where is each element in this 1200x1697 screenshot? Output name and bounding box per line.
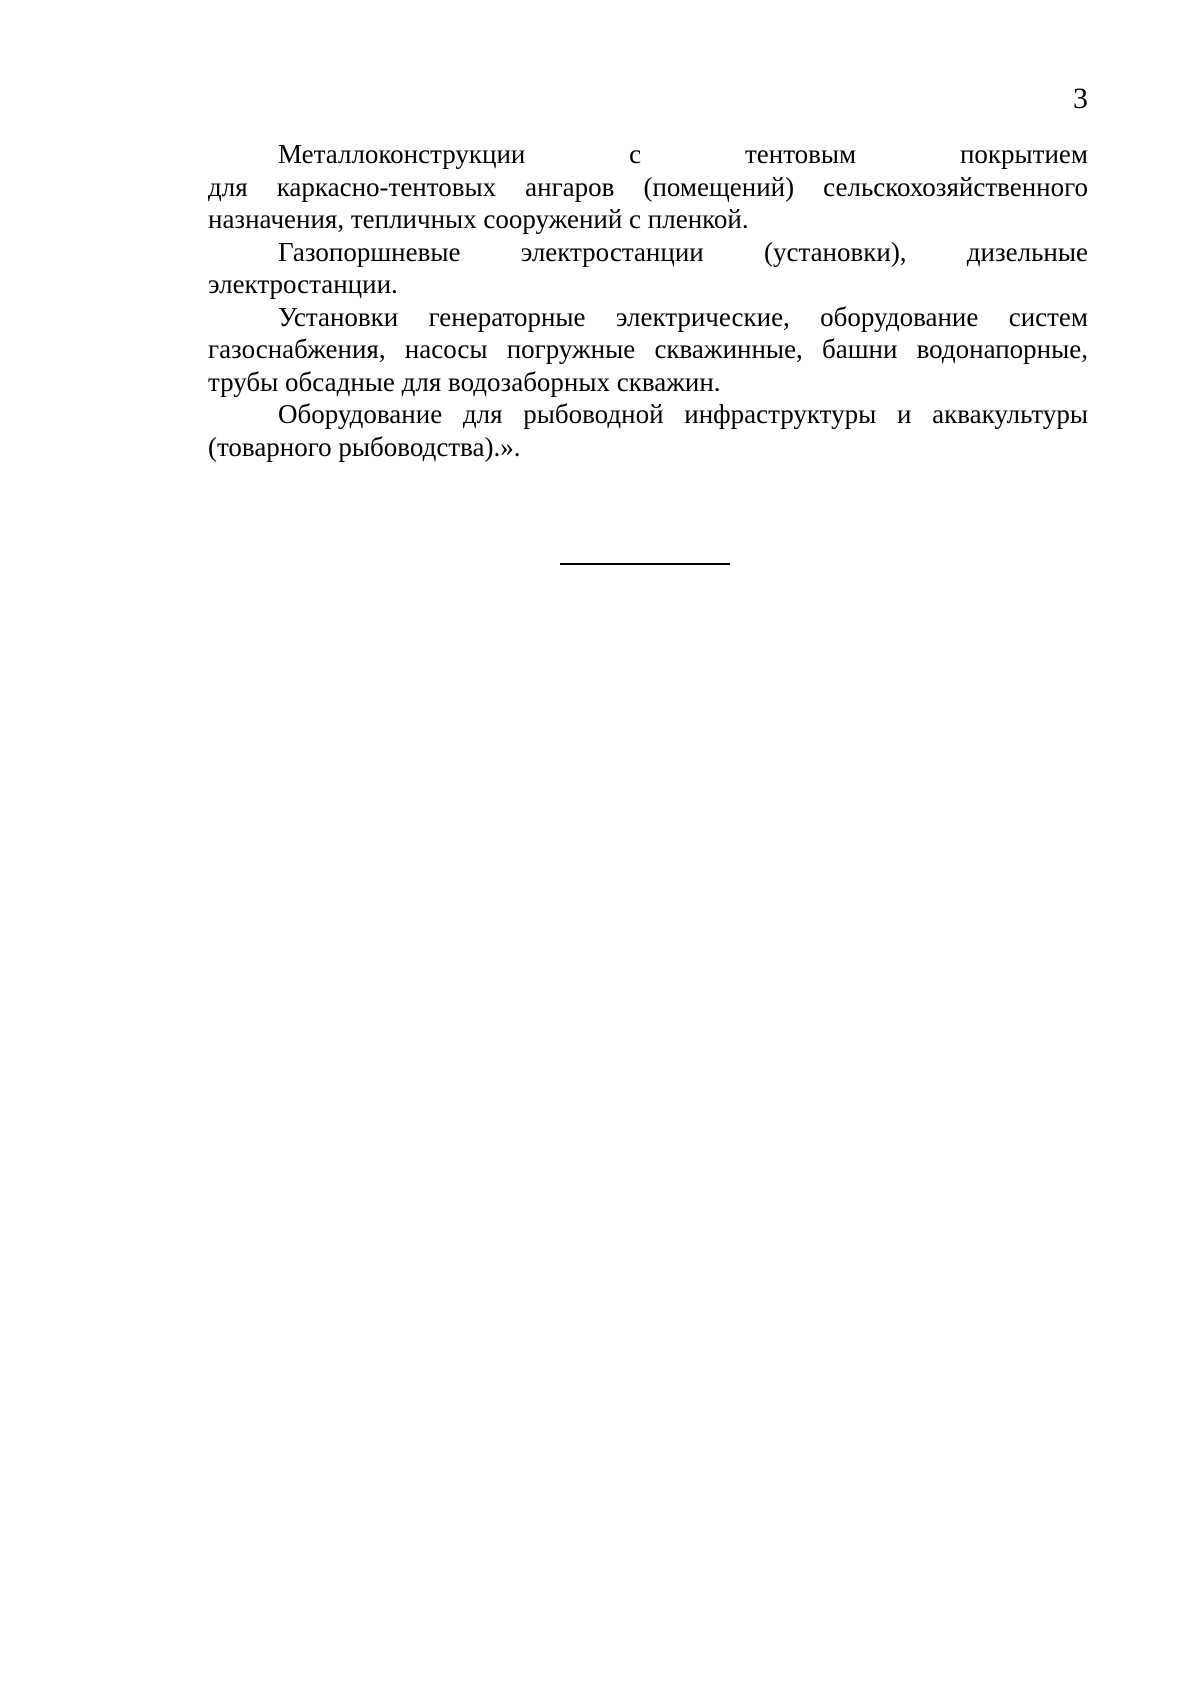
paragraph-line: Газопоршневые электростанции (установки), дизельные (278, 236, 1088, 267)
paragraph-metal-structures (208, 138, 1088, 236)
paragraph-line: трубы обсадные для водозаборных скважин. (208, 366, 721, 397)
end-divider-line (560, 563, 730, 565)
paragraph-fish-farming (208, 398, 1088, 463)
paragraph-line: газоснабжения, насосы погружные скважинные, башни водонапорные, (208, 334, 1088, 364)
page-number: 3 (1073, 82, 1088, 115)
paragraph-line: электростанции. (208, 269, 398, 299)
document-body (208, 138, 1088, 463)
paragraph-generator-units (208, 301, 1088, 399)
paragraph-line: Металлоконструкции с тентовым покрытием (278, 139, 1088, 169)
paragraph-line: назначения, тепличных сооружений с пленкой. (208, 204, 749, 234)
paragraph-power-stations (208, 236, 1088, 301)
paragraph-line: (товарного рыбоводства).». (208, 431, 521, 462)
paragraph-line: Оборудование для рыбоводной инфраструктуры и аквакультуры (278, 399, 1088, 429)
paragraph-line: для каркасно-тентовых ангаров (помещений) сельскохозяйственного (208, 171, 1088, 202)
paragraph-line: Установки генераторные электрические, оборудование систем (278, 301, 1088, 332)
